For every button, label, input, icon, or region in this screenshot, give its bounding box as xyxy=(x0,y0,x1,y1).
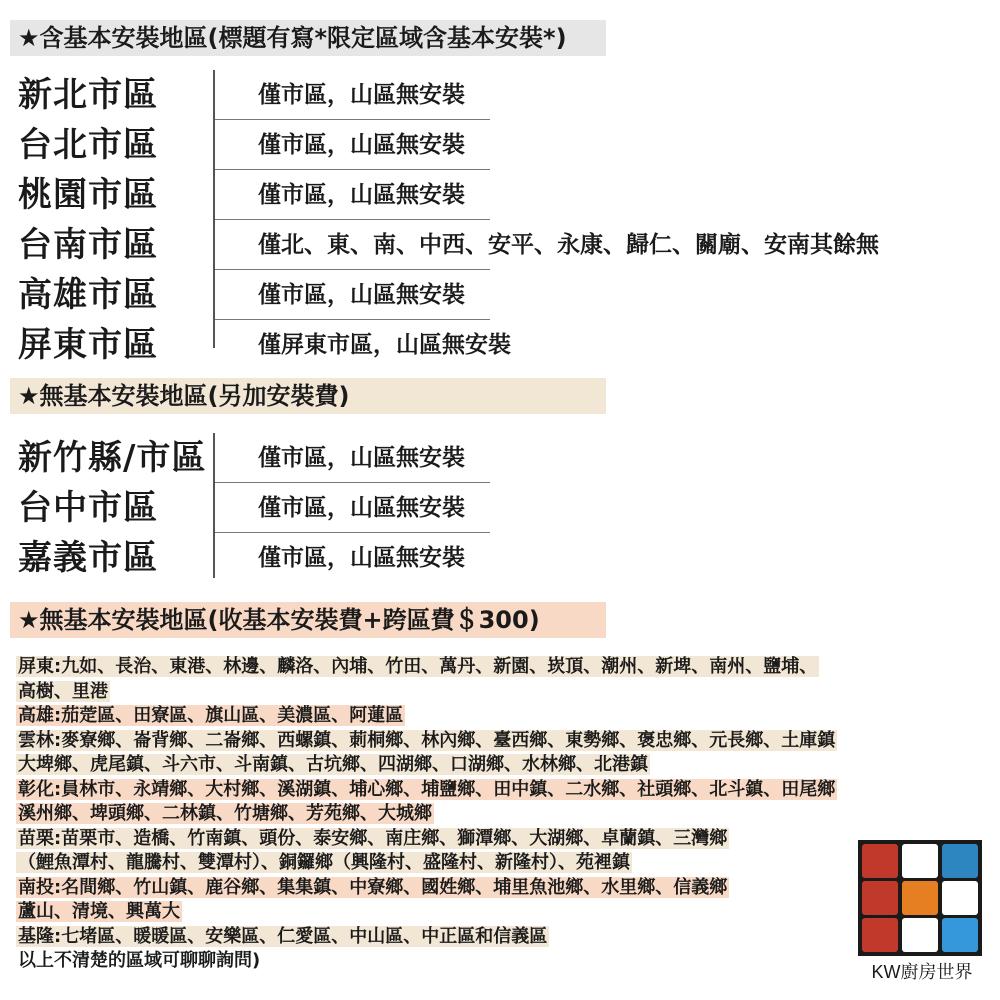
region-note: 僅市區，山區無安裝 xyxy=(258,495,465,521)
region-name: 新北市區 xyxy=(18,75,158,115)
list-item: 大埤鄉、虎尾鎮、斗六市、斗南鎮、古坑鄉、四湖鄉、口湖鄉、水林鄉、北港鎮 xyxy=(18,754,648,775)
brand-name: KW廚房世界 xyxy=(871,962,973,982)
region-name: 桃園市區 xyxy=(18,175,158,215)
region-name: 台南市區 xyxy=(18,225,158,265)
list-item: 彰化:員林市、永靖鄉、大村鄉、溪湖鎮、埔心鄉、埔鹽鄉、田中鎮、二水鄉、社頭鄉、北斗鎮、田尾鄉 xyxy=(18,778,836,800)
region-name: 高雄市區 xyxy=(18,275,158,315)
list-item: 屏東:九如、長治、東港、林邊、麟洛、內埔、竹田、萬丹、新園、崁頂、潮州、新埤、南州、鹽埔、 xyxy=(18,656,818,677)
logo-tile xyxy=(862,844,898,878)
region-name: 新竹縣/市區 xyxy=(18,438,207,478)
region-note: 僅市區，山區無安裝 xyxy=(258,132,465,158)
region-name: 屏東市區 xyxy=(18,325,158,365)
logo-tile xyxy=(942,918,978,952)
logo-tile xyxy=(862,881,898,915)
list-item: 蘆山、清境、興萬大 xyxy=(18,901,180,922)
region-note: 僅屏東市區，山區無安裝 xyxy=(258,332,511,358)
region-note: 僅市區，山區無安裝 xyxy=(258,82,465,108)
region-note: 僅市區，山區無安裝 xyxy=(258,182,465,208)
region-note: 僅北、東、南、中西、安平、永康、歸仁、關廟、安南其餘無 xyxy=(258,232,879,258)
logo-tile xyxy=(862,918,898,952)
list-item: 高樹、里港 xyxy=(18,680,108,702)
logo-tile xyxy=(902,918,938,952)
section-header-cross-area-fee: ★無基本安裝地區(收基本安裝費+跨區費＄300) xyxy=(10,602,606,638)
region-note: 僅市區，山區無安裝 xyxy=(258,545,465,571)
list-item: 南投:名間鄉、竹山鎮、鹿谷鄉、集集鎮、中寮鄉、國姓鄉、埔里魚池鄉、水里鄉、信義鄉 xyxy=(18,876,728,898)
list-item: （鯉魚潭村、龍騰村、雙潭村）、銅鑼鄉（興隆村、盛隆村、新隆村）、苑裡鎮 xyxy=(18,852,630,873)
logo-tile xyxy=(942,844,978,878)
region-name: 台中市區 xyxy=(18,488,158,528)
list-item: 以上不清楚的區域可聊聊詢問) xyxy=(18,950,261,971)
logo-tile xyxy=(902,844,938,878)
logo-tile xyxy=(902,881,938,915)
list-item: 溪州鄉、埤頭鄉、二林鎮、竹塘鄉、芳苑鄉、大城鄉 xyxy=(18,803,432,824)
table-divider xyxy=(213,433,215,578)
section-header-included: ★含基本安裝地區(標題有寫*限定區域含基本安裝*) xyxy=(10,20,606,56)
region-name: 嘉義市區 xyxy=(18,538,158,578)
list-item: 苗栗:苗栗市、造橋、竹南鎮、頭份、泰安鄉、南庄鄉、獅潭鄉、大湖鄉、卓蘭鎮、三灣鄉 xyxy=(18,827,728,849)
section-header-extra-fee: ★無基本安裝地區(另加安裝費) xyxy=(10,378,606,414)
cross-area-list xyxy=(16,655,991,974)
region-name: 台北市區 xyxy=(18,125,158,165)
region-note: 僅市區，山區無安裝 xyxy=(258,445,465,471)
list-item: 雲林:麥寮鄉、崙背鄉、二崙鄉、西螺鎮、莿桐鄉、林內鄉、臺西鄉、東勢鄉、褒忠鄉、元長鄉、土庫鎮 xyxy=(18,729,836,751)
region-note: 僅市區，山區無安裝 xyxy=(258,282,465,308)
brand-logo-icon xyxy=(858,840,982,956)
list-item: 基隆:七堵區、暖暖區、安樂區、仁愛區、中山區、中正區和信義區 xyxy=(18,925,548,947)
list-item: 高雄:茄萣區、田寮區、旗山區、美濃區、阿蓮區 xyxy=(18,705,404,726)
logo-tile xyxy=(942,881,978,915)
table-divider xyxy=(213,70,215,348)
